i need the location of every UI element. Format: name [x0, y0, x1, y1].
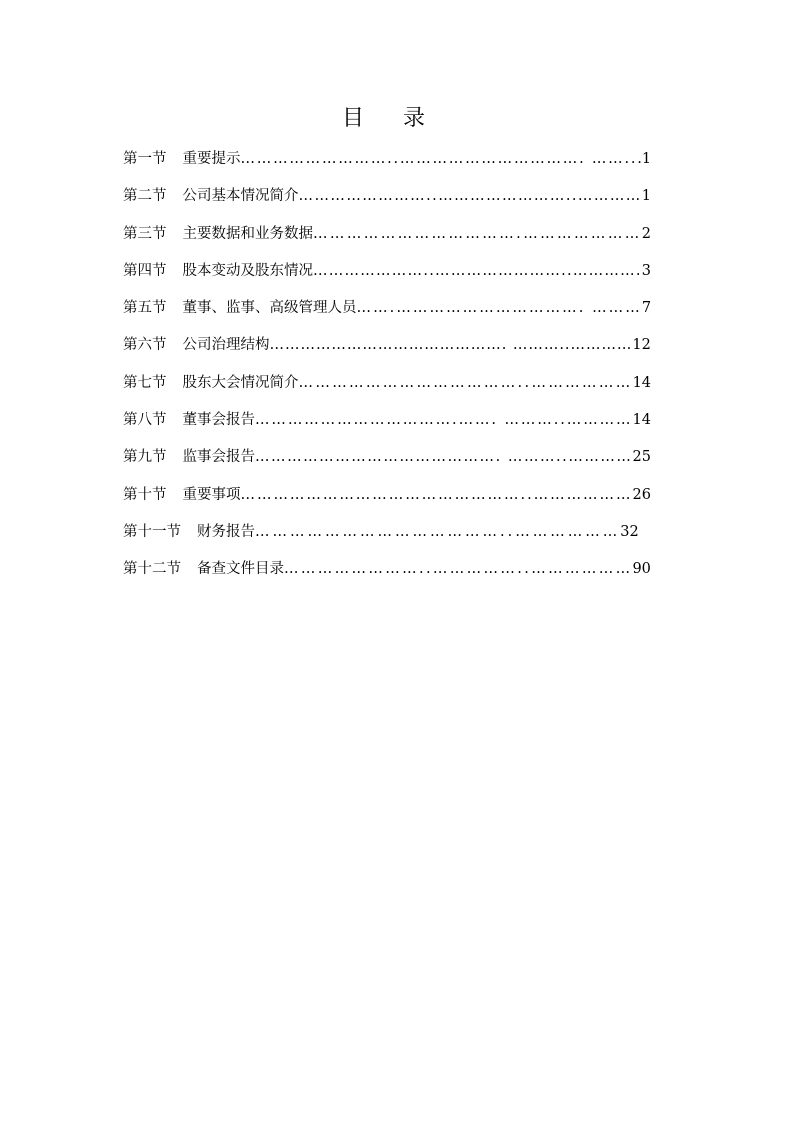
toc-row: [123, 331, 651, 359]
toc-entry-title: 重要提示: [182, 151, 241, 167]
toc-list: [123, 145, 663, 593]
toc-entry: [123, 369, 663, 406]
toc-section-label: 第三节: [123, 225, 167, 242]
toc-row: [123, 182, 651, 210]
toc-entry-title: 监事会报告: [182, 449, 255, 466]
toc-entry: [123, 555, 663, 592]
toc-leader-dots: …………………………………..………………: [298, 374, 633, 391]
toc-page-number: 7: [641, 300, 652, 317]
toc-page-number: 25: [632, 449, 651, 466]
toc-leader-dots: …………………..……………………..………….: [313, 262, 642, 279]
toc-leader-dots: ………………………..……………………………. ……..: [240, 151, 638, 167]
toc-page-number: 12: [632, 337, 651, 354]
toc-row: [123, 555, 651, 583]
toc-entry-title: 财务报告: [197, 523, 255, 540]
toc-page-number: 1: [641, 188, 651, 205]
toc-section-label: 第四节: [123, 262, 167, 279]
toc-section-label: 第一节: [123, 151, 167, 167]
toc-section-label: 第七节: [123, 374, 167, 391]
toc-entry: [123, 145, 663, 182]
toc-entry-title: 备查文件目录: [197, 561, 284, 578]
toc-section-label: 第十一节: [123, 523, 181, 540]
toc-row: [123, 145, 651, 173]
toc-section-label: 第八节: [123, 412, 167, 429]
toc-leader-dots: …….……………………………. ………: [356, 300, 642, 317]
toc-entry: [123, 294, 663, 331]
toc-row: [123, 220, 651, 248]
toc-row: [123, 257, 651, 285]
toc-row: [123, 518, 639, 546]
toc-page-number: 3: [641, 262, 652, 279]
toc-leader-dots: ……………………………….……. ………..…………: [255, 412, 633, 429]
toc-page-number: 32: [620, 523, 639, 540]
toc-row: [123, 294, 651, 322]
toc-entry: [123, 257, 663, 294]
toc-entry: [123, 443, 663, 480]
toc-leader-dots: ……………………………………………..………………: [240, 486, 633, 503]
toc-leader-dots: ……………………………….…………………: [313, 225, 642, 242]
toc-entry-title: 董事、监事、高级管理人员: [182, 300, 357, 317]
toc-title: 目 录: [342, 106, 441, 131]
toc-section-label: 第二节: [123, 188, 167, 205]
toc-leader-dots: ………………………………………. ………..…………: [255, 449, 633, 466]
toc-entry: [123, 331, 663, 368]
toc-entry: [123, 518, 663, 555]
toc-entry: [123, 220, 663, 257]
toc-entry-title: 董事会报告: [182, 412, 255, 429]
toc-page-number: 26: [632, 486, 651, 503]
toc-page-number: 2: [641, 225, 651, 242]
toc-section-label: 第十节: [123, 486, 167, 503]
toc-row: [123, 443, 651, 471]
toc-entry-title: 股东大会情况简介: [182, 374, 299, 391]
toc-entry: [123, 182, 663, 219]
toc-section-label: 第六节: [123, 337, 167, 354]
toc-leader-dots: ……………………………………..………………: [255, 523, 621, 540]
toc-leader-dots: ………………………………………. ………..…………: [269, 337, 633, 354]
toc-section-label: 第十二节: [123, 561, 181, 578]
toc-row: [123, 406, 651, 434]
toc-page-number: 14: [632, 374, 652, 391]
toc-entry: [123, 481, 663, 518]
toc-section-label: 第九节: [123, 449, 167, 466]
toc-leader-dots: ……………………..……………………..…………: [298, 188, 642, 205]
toc-row: [123, 369, 651, 397]
toc-entry-title: 股本变动及股东情况: [182, 262, 313, 279]
toc-entry-title: 重要事项: [182, 486, 241, 503]
toc-entry-title: 公司基本情况简介: [182, 188, 299, 205]
toc-row: [123, 481, 651, 509]
toc-page-number: .1: [637, 151, 652, 167]
toc-section-label: 第五节: [123, 300, 167, 317]
toc-page-number: 90: [632, 561, 651, 578]
toc-entry: [123, 406, 663, 443]
toc-page-number: 14: [632, 412, 651, 429]
toc-entry-title: 主要数据和业务数据: [182, 225, 313, 242]
toc-leader-dots: ……………………..……………..………………: [284, 561, 633, 578]
toc-entry-title: 公司治理结构: [182, 337, 270, 354]
